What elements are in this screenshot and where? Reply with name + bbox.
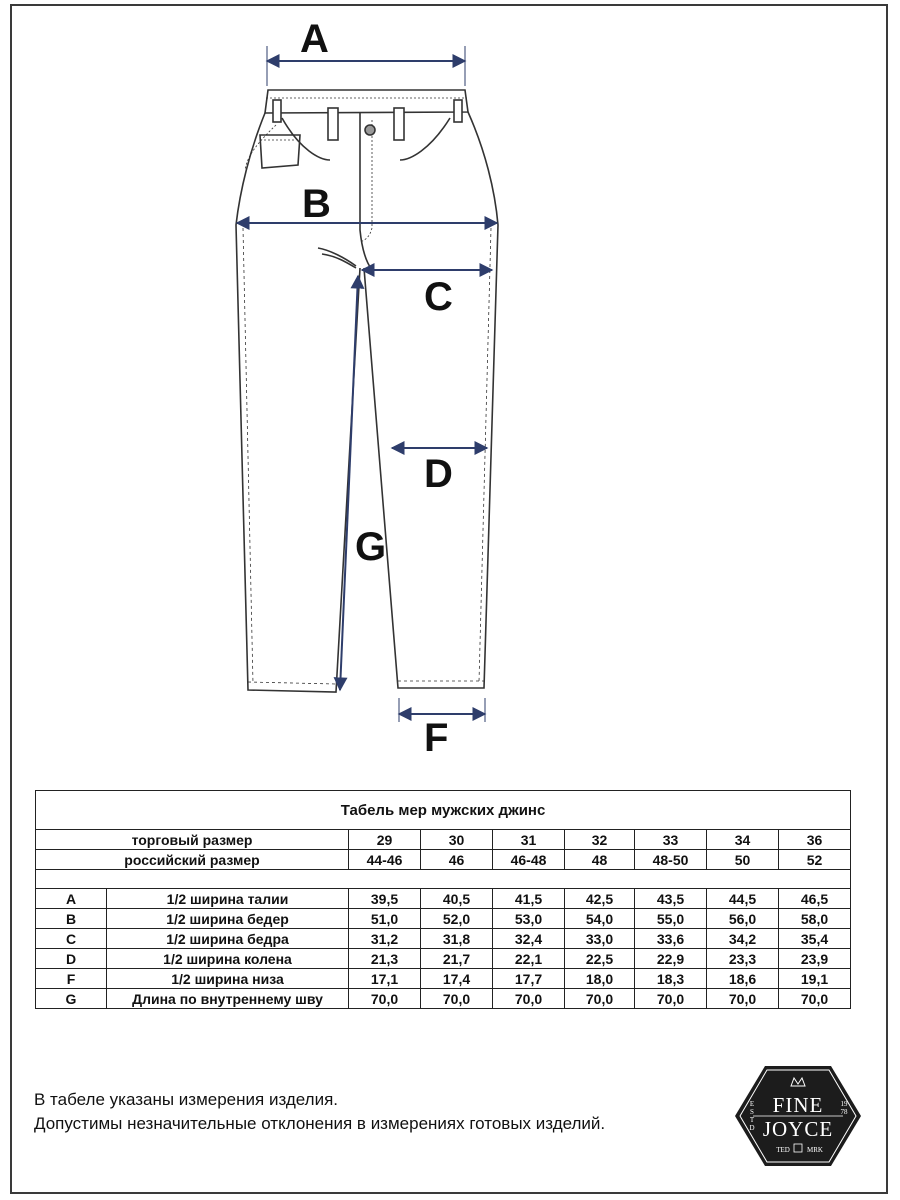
measurement-value: 70,0 xyxy=(707,989,779,1009)
measurement-name: 1/2 ширина бедер xyxy=(107,909,349,929)
measurement-row xyxy=(36,889,851,909)
label-g: G xyxy=(355,525,387,569)
measurement-name: 1/2 ширина бедра xyxy=(107,929,349,949)
measurement-value: 18,3 xyxy=(635,969,707,989)
measurement-value: 40,5 xyxy=(421,889,493,909)
trade-size-row xyxy=(36,830,851,850)
note-line: В табеле указаны измерения изделия. xyxy=(34,1090,339,1109)
measurement-value: 32,4 xyxy=(493,929,565,949)
measurement-name: 1/2 ширина низа xyxy=(107,969,349,989)
jeans-outline xyxy=(236,90,498,692)
measurement-value: 34,2 xyxy=(707,929,779,949)
measurement-value: 44,5 xyxy=(707,889,779,909)
label-d: D xyxy=(424,452,453,496)
measurement-row xyxy=(36,949,851,969)
measurement-value: 22,5 xyxy=(565,949,635,969)
size-cell: 29 xyxy=(349,830,421,850)
size-cell: 48 xyxy=(565,850,635,870)
trade-size-label: торговый размер xyxy=(36,830,349,850)
measurement-value: 17,4 xyxy=(421,969,493,989)
logo-ted: TED xyxy=(776,1146,790,1154)
brand-logo xyxy=(733,1064,863,1168)
table-title: Табель мер мужских джинс xyxy=(36,791,851,830)
measurement-value: 42,5 xyxy=(565,889,635,909)
measurement-value: 18,0 xyxy=(565,969,635,989)
label-b: B xyxy=(302,182,331,226)
measurement-code: D xyxy=(36,949,107,969)
label-a: A xyxy=(300,17,329,61)
measurement-code: F xyxy=(36,969,107,989)
spacer-row xyxy=(36,870,851,889)
size-cell: 31 xyxy=(493,830,565,850)
measurement-value: 31,8 xyxy=(421,929,493,949)
measurement-value: 53,0 xyxy=(493,909,565,929)
measurement-value: 19,1 xyxy=(779,969,851,989)
measurement-row xyxy=(36,929,851,949)
measurement-code: C xyxy=(36,929,107,949)
measurement-code: G xyxy=(36,989,107,1009)
measurement-value: 22,9 xyxy=(635,949,707,969)
measurement-code: A xyxy=(36,889,107,909)
measurement-value: 17,7 xyxy=(493,969,565,989)
measurement-value: 46,5 xyxy=(779,889,851,909)
measurement-name: 1/2 ширина талии xyxy=(107,889,349,909)
measurement-value: 21,7 xyxy=(421,949,493,969)
measurement-value: 70,0 xyxy=(349,989,421,1009)
label-f: F xyxy=(424,716,449,760)
measurement-value: 70,0 xyxy=(565,989,635,1009)
measurement-name: Длина по внутреннему шву xyxy=(107,989,349,1009)
size-cell: 32 xyxy=(565,830,635,850)
measurement-value: 70,0 xyxy=(635,989,707,1009)
size-cell: 48-50 xyxy=(635,850,707,870)
size-cell: 36 xyxy=(779,830,851,850)
logo-line-joyce: JOYCE xyxy=(762,1117,834,1141)
measurement-value: 33,6 xyxy=(635,929,707,949)
measurement-value: 18,6 xyxy=(707,969,779,989)
measurement-code: B xyxy=(36,909,107,929)
measurement-name: 1/2 ширина колена xyxy=(107,949,349,969)
measurement-value: 51,0 xyxy=(349,909,421,929)
label-c: C xyxy=(424,275,453,319)
size-cell: 30 xyxy=(421,830,493,850)
notes xyxy=(34,1088,605,1136)
size-cell: 46-48 xyxy=(493,850,565,870)
size-cell: 34 xyxy=(707,830,779,850)
measurement-row xyxy=(36,969,851,989)
measurement-value: 39,5 xyxy=(349,889,421,909)
size-cell: 52 xyxy=(779,850,851,870)
size-cell: 33 xyxy=(635,830,707,850)
russian-size-label: российский размер xyxy=(36,850,349,870)
measurement-value: 21,3 xyxy=(349,949,421,969)
measurement-value: 23,9 xyxy=(779,949,851,969)
measurement-value: 56,0 xyxy=(707,909,779,929)
measurement-value: 54,0 xyxy=(565,909,635,929)
note-line: Допустимы незначительные отклонения в измерениях готовых изделий. xyxy=(34,1114,606,1133)
logo-line-fine: FINE xyxy=(772,1093,824,1117)
measurement-value: 58,0 xyxy=(779,909,851,929)
russian-size-row xyxy=(36,850,851,870)
measurement-value: 55,0 xyxy=(635,909,707,929)
size-table xyxy=(35,790,851,1009)
measurement-value: 31,2 xyxy=(349,929,421,949)
measurement-row xyxy=(36,989,851,1009)
measurement-value: 41,5 xyxy=(493,889,565,909)
measurement-value: 23,3 xyxy=(707,949,779,969)
logo-year: 1978 xyxy=(840,1100,848,1116)
measurement-value: 17,1 xyxy=(349,969,421,989)
measurement-value: 70,0 xyxy=(779,989,851,1009)
logo-estd: ESTD xyxy=(749,1100,755,1132)
measurement-row xyxy=(36,909,851,929)
logo-mrk: MRK xyxy=(807,1146,823,1154)
size-cell: 46 xyxy=(421,850,493,870)
measurement-value: 70,0 xyxy=(493,989,565,1009)
dim-line-g xyxy=(340,276,358,690)
measurement-value: 22,1 xyxy=(493,949,565,969)
measurement-value: 52,0 xyxy=(421,909,493,929)
measurement-value: 35,4 xyxy=(779,929,851,949)
size-cell: 44-46 xyxy=(349,850,421,870)
measurement-value: 33,0 xyxy=(565,929,635,949)
measurement-value: 70,0 xyxy=(421,989,493,1009)
size-cell: 50 xyxy=(707,850,779,870)
measurement-value: 43,5 xyxy=(635,889,707,909)
